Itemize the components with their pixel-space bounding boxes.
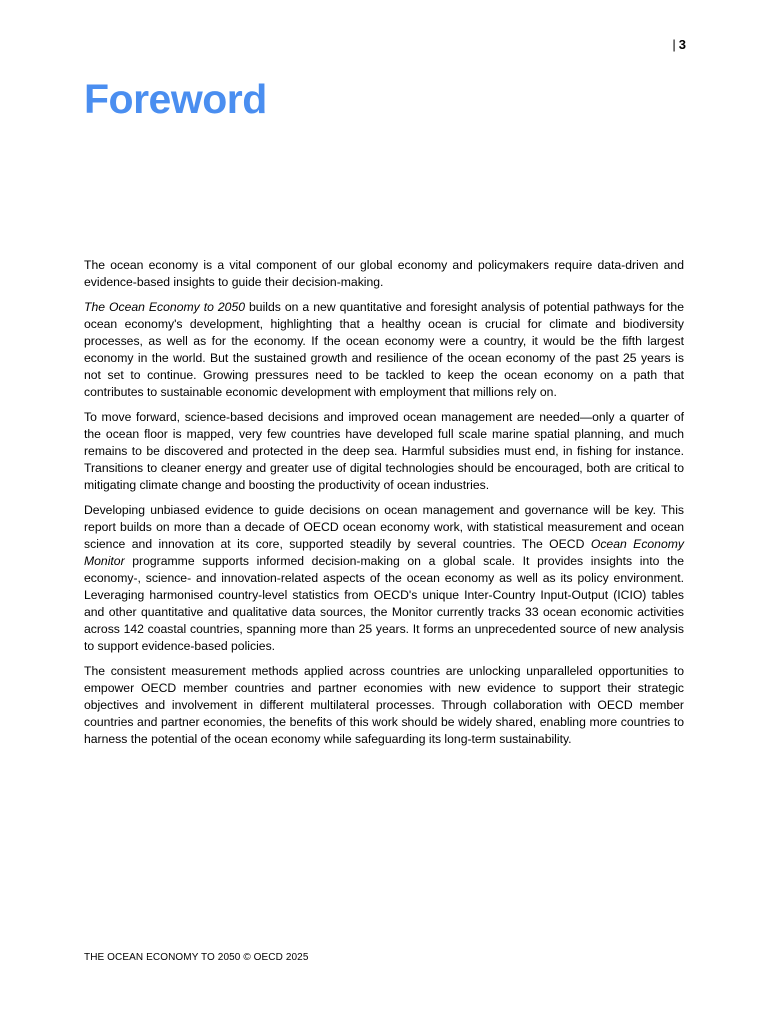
book-title-italic: The Ocean Economy to 2050 [84, 300, 246, 314]
paragraph-3: To move forward, science-based decisions and improved ocean management are needed—only a quarter of the ocean floor is mapped, very few countries have developed full scale marine spatial planning, and much remains to be discovered and protected in the deep sea. Harmful subsidies must end, in fishing for instance. Transitions to cleaner energy and greater use of digital technologies should be encouraged, both are critical to mitigating climate change and boosting the productivity of ocean industries. [84, 410, 684, 492]
paragraph-4-start: Developing unbiased evidence to guide decisions on ocean management and governance will be key. This report builds on more than a decade of OECD ocean economy work, with statistical measurement and ocean science and innovation at its core, supported steadily by several countries. The OECD [84, 503, 684, 551]
paragraph-4-text: programme supports informed decision-making on a global scale. It provides insights into the economy-, science- and innovation-related aspects of the ocean economy as well as its policy environment. Leveraging harmonised country-level statistics from OECD's unique Inter-Country Input-Output (ICIO) tables and other quantitative and qualitative data sources, the Monitor currently tracks 33 ocean economic activities across 142 coastal countries, spanning more than 25 years. It forms an unprecedented source of new analysis to support evidence-based policies. [84, 554, 684, 653]
page-number [672, 37, 686, 52]
page-number-value: 3 [678, 37, 686, 52]
page-title: Foreword [84, 76, 267, 122]
paragraph-2-text: builds on a new quantitative and foresight analysis of potential pathways for the ocean economy's development, highlighting that a healthy ocean is crucial for climate and biodiversity processes, as well as for the economy. If the ocean economy were a country, it would be the fifth largest economy in the world. But the sustained growth and resilience of the ocean economy of the past 25 years is not set to continue. Growing pressures need to be tackled to keep the ocean economy on a path that contributes to sustainable economic development with employment that millions rely on. [84, 300, 684, 399]
monitor-title-italic: Ocean Economy Monitor [84, 537, 684, 568]
page-footer: THE OCEAN ECONOMY TO 2050 © OECD 2025 [84, 952, 309, 963]
paragraph-5: The consistent measurement methods applied across countries are unlocking unparalleled opportunities to empower OECD member countries and partner economies with new evidence to support their strategic objectives and involvement in different multilateral processes. Through collaboration with OECD member countries and partner economies, the benefits of this work should be widely shared, enabling more countries to harness the potential of the ocean economy while safeguarding its long-term sustainability. [84, 664, 684, 746]
paragraph-1: The ocean economy is a vital component of our global economy and policymakers require data-driven and evidence-based insights to guide their decision-making. [84, 258, 684, 289]
paragraph-2 [84, 299, 684, 401]
foreword-body [84, 257, 684, 756]
page-number-separator: | [672, 37, 676, 52]
paragraph-4 [84, 502, 684, 655]
